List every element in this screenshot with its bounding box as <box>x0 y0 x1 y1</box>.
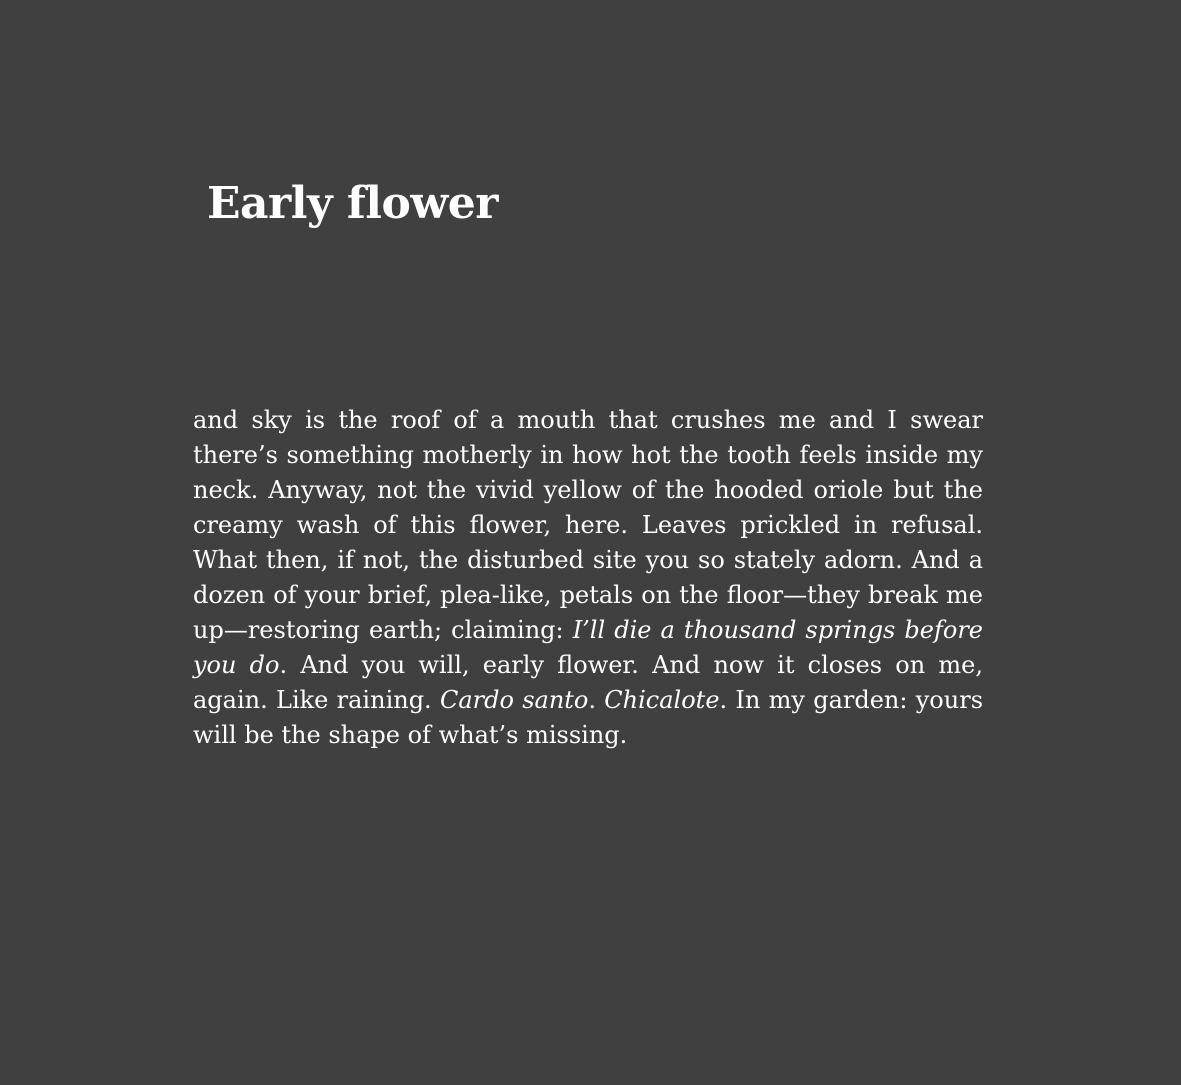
poem-segment: . <box>588 686 605 714</box>
page-title: Early flower <box>207 178 498 229</box>
poem-body <box>193 403 983 753</box>
poem-segment: . And you will, early flower. And now it closes on me, again. Like raining. <box>193 651 984 714</box>
poem-segment-italic: Chicalote <box>604 686 720 714</box>
poem-segment-italic: Cardo santo <box>439 686 589 714</box>
poem-segment: . In my garden: yours will be the shape of what’s missing. <box>193 686 984 749</box>
poem-segment: and sky is the roof of a mouth that crushes me and I swear there’s something motherly in how hot the tooth feels inside my neck. Anyway, not the vivid yellow of the hooded oriole but the creamy wash of this flower, here. Leaves prickled in refusal. What then, if not, the disturbed site you so stately adorn. And a dozen of your brief, plea-like, petals on the floor—they break me up—restoring earth; claiming: <box>193 406 983 644</box>
poem-segment-italic: I’ll die a thousand springs before you do <box>193 616 984 679</box>
